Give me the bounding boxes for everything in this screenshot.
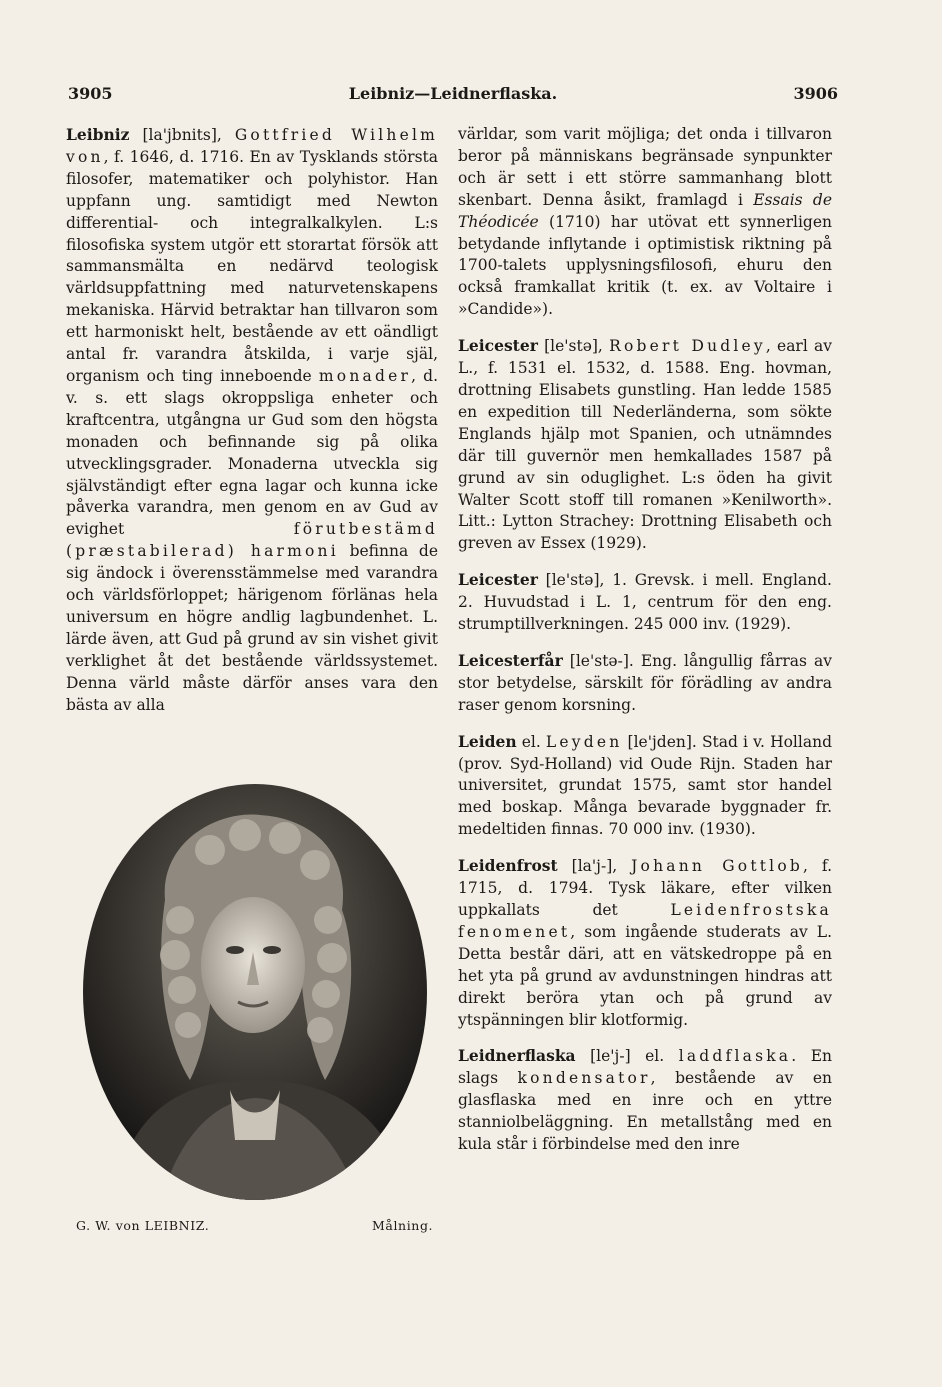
entry-leiden: Leiden el. Leyden [le'jden]. Stad i v. Holland (prov. Syd-Holland) vid Oude Rijn. Staden har universitet, grundat 1575, samt stor handel med boskap. Många bevarade byggnader fr. medeltiden finnas. 70 000 inv. (1930). [458, 731, 832, 839]
entry-leidnerflaska: Leidnerflaska [le'j-] el. laddflaska. En slags kondensator, bestående av en glasflaska med en inre och en yttre stanniolbeläggning. En metallstång med en kula står i förbindelse med den inre [458, 1046, 832, 1154]
entry-leibniz: Leibniz [la'jbnits], Gottfried Wilhelm von, f. 1646, d. 1716. En av Tysklands största filosofer, matematiker och polyhistor. Han uppfann ung. samtidigt med Newton differential- och integralkalkylen. L:s filosofiska system utgör ett storartat försök att sammansmälta en nedärvd teologisk världsuppfattning med naturvetenskapens mekaniska. Härvid betraktar han tillvaron som ett harmoniskt helt, bestående av ett oändligt antal fr. varandra åtskilda, i varje själ, organism och ting inneboende monader, d. v. s. ett slags okroppsliga enheter och kraftcentra, utgångna ur Gud som den högsta monaden och befinnande sig på olika utvecklingsgrader. Monaderna utveckla sig självständigt efter egna lagar och kunna icke påverka varandra, men genom en av Gud av evighet förutbestämd (præstabilerad) harmoni befinna de sig ändock i överensstämmelse med varandra och världsförloppet; härigenom förlänas hela universum en högre andlig lagbundenhet. L. lärde även, att Gud på grund av sin vishet givit verklighet åt det bestående världssystemet. Denna värld måste därför anses vara den bästa av alla [66, 125, 439, 714]
figure-caption: G. W. von LEIBNIZ. [76, 1218, 210, 1233]
headword: Leicesterfår [458, 650, 563, 670]
portrait-image [70, 780, 440, 1204]
leibniz-portrait [70, 780, 440, 1204]
book-title: Essais de Théodicée [458, 190, 832, 231]
headword: Leidnerflaska [458, 1046, 576, 1066]
headword: Leibniz [66, 125, 130, 144]
headword: Leiden [458, 731, 517, 751]
entry-leicester-place: Leicester [le'stə], 1. Grevsk. i mell. England. 2. Huvudstad i L. 1, centrum för den eng. strumptillverkningen. 245 000 inv. (1929). [458, 570, 832, 634]
spaced-name: Gottfried Wilhelm von [66, 126, 438, 166]
entry-leicester-person: Leicester [le'stə], Robert Dudley, earl av L., f. 1531 el. 1532, d. 1588. Eng. hovman, drottning Elisabets gunstling. Han ledde 1585 en expedition till Nederländerna, som sökte Englands hjälp mot Spanien, och utnämndes där till guvernör men hemkallades 1587 på grund av sin oduglighet. L:s öden ha givit Walter Scott stoff till romanen »Kenilworth». Litt.: Lytton Strachey: Drottning Elisabeth och greven av Essex (1929). [458, 336, 833, 553]
headword: Leicester [458, 336, 538, 356]
entry-leidenfrost: Leidenfrost [la'j-], Johann Gottlob, f. 1715, d. 1794. Tysk läkare, efter vilken uppkallats det Leidenfrostska fenomenet, som ingående studerats av L. Detta består däri, att en vätskedroppe på en het yta på grund av avdunstningen hindras att direkt beröra ytan och på grund av ytspänningen blir klotformig. [458, 856, 832, 1029]
figure-credit: Målning. [372, 1218, 434, 1233]
entry-leicesterfar: Leicesterfår [le'stə-]. Eng. långullig fårras av stor betydelse, särskilt för förädling av andra raser genom korsning. [458, 650, 832, 714]
headword: Leidenfrost [458, 856, 558, 876]
left-column [66, 124, 438, 730]
page-number-right: 3906 [793, 84, 838, 103]
right-column [458, 124, 832, 1170]
page-header [68, 84, 838, 106]
running-title: Leibniz—Leidnerflaska. [348, 84, 558, 103]
entry-leibniz-continued: världar, som varit möjliga; det onda i tillvaron beror på människans begränsade synpunkter och är sett i ett större sammanhang blott skenbart. Denna åsikt, framlagd i Essais de Théodicée (1710) har utövat ett synnerligen betydande inflytande i optimistisk riktning på 1700-talets upplysningsfilosofi, ehuru den också framkallat kritik (t. ex. av Voltaire i »Candide»). [458, 125, 832, 319]
page-number-left: 3905 [68, 84, 113, 103]
headword: Leicester [458, 570, 538, 590]
